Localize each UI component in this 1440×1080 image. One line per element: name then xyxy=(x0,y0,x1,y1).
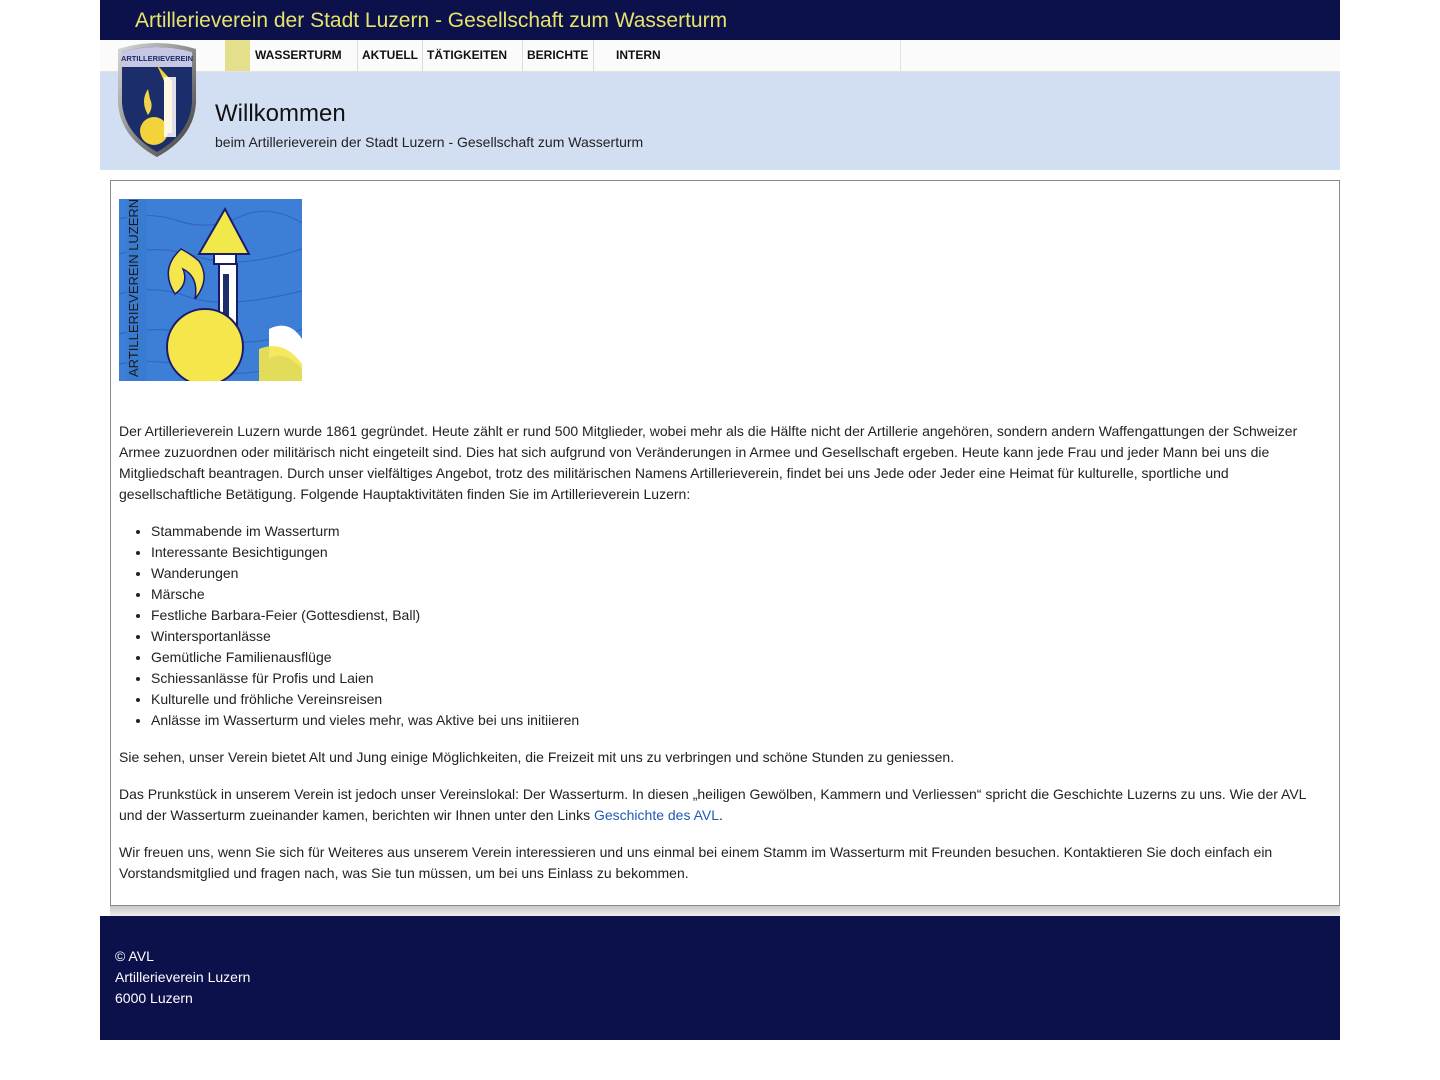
top-title-bar xyxy=(100,0,1340,40)
activities-list xyxy=(119,521,1331,731)
nav-item-wasserturm[interactable]: WASSERTURM xyxy=(250,40,358,71)
list-item: • Festliche Barbara-Feier (Gottesdienst, Ball) xyxy=(151,605,1331,626)
site-title[interactable]: Artillerieverein der Stadt Luzern - Gesellschaft zum Wasserturm xyxy=(135,8,728,32)
page xyxy=(100,0,1340,1040)
list-item: • Stammabende im Wasserturm xyxy=(151,521,1331,542)
wasserturm-text-end: . xyxy=(719,807,723,823)
nav-spacer xyxy=(660,40,901,71)
footer-city: 6000 Luzern xyxy=(115,990,193,1006)
history-link[interactable]: Geschichte des AVL xyxy=(593,807,720,823)
wasserturm-text: Das Prunkstück in unserem Verein ist jedoch unser Vereinslokal: Der Wasserturm. In diesen „heiligen Gewölben, Kammern und Verliessen“ spricht die Geschichte Luzerns zu uns. Wie der AVL und der Wasserturm zueinander kamen, berichten wir Ihnen unter den Links xyxy=(119,786,1306,823)
contact-paragraph: Wir freuen uns, wenn Sie sich für Weiteres aus unserem Verein interessieren und uns einmal bei einem Stamm im Wasserturm mit Freunden besuchen. Kontaktieren Sie doch einfach ein Vorstandsmitglied und fragen nach, was Sie tun müssen, um bei uns Einlass zu bekommen. xyxy=(119,844,1273,881)
footer-copyright: © AVL xyxy=(115,948,154,964)
list-item: • Interessante Besichtigungen xyxy=(151,542,1331,563)
nav-home-item[interactable] xyxy=(225,40,250,71)
page-subtitle: beim Artillerieverein der Stadt Luzern - Gesellschaft zum Wasserturm xyxy=(215,134,644,150)
list-item: • Gemütliche Familienausflüge xyxy=(151,647,1331,668)
logo-text-top: ARTILLERIEVEREIN xyxy=(120,54,194,63)
logo-text-side: LUZERN xyxy=(183,73,190,102)
club-emblem-image xyxy=(119,199,302,381)
intro-paragraph: Der Artillerieverein Luzern wurde 1861 gegründet. Heute zählt er rund 500 Mitglieder, wobei mehr als die Hälfte nicht der Artillerie angehören, sondern andern Waffengattungen der Schweizer Armee zuzuordnen oder militärisch nicht eingeteilt sind. Dies hat sich aufgrund von Veränderungen in Armee und Gesellschaft ergeben. Heute kann jede Frau und jeder Mann bei uns die Mitgliedschaft beantragen. Durch unser vielfältiges Angebot, trotz des militärischen Namens Artillerieverein, findet bei uns Jede oder Jeder eine Heimat für kulturelle, sportliche und gesellschaftliche Betätigung. Folgende Hauptaktivitäten finden Sie im Artillerieverein Luzern: xyxy=(119,423,1298,502)
nav-item-taetigkeiten[interactable]: TÄTIGKEITEN xyxy=(423,40,523,71)
footer xyxy=(100,916,1340,1040)
emblem-text: ARTILLERIEVEREIN LUZERN xyxy=(126,199,141,377)
welcome-banner xyxy=(100,72,1340,170)
wasserturm-paragraph xyxy=(119,784,1331,826)
nav-item-berichte[interactable]: BERICHTE xyxy=(523,40,594,71)
list-item: • Kulturelle und fröhliche Vereinsreisen xyxy=(151,689,1331,710)
main-navigation xyxy=(100,40,1340,72)
list-item: • Anlässe im Wasserturm und vieles mehr, was Aktive bei uns initiieren xyxy=(151,710,1331,731)
main-content xyxy=(110,180,1340,906)
list-item: • Märsche xyxy=(151,584,1331,605)
leisure-paragraph: Sie sehen, unser Verein bietet Alt und Jung einige Möglichkeiten, die Freizeit mit uns zu verbringen und schöne Stunden zu geniessen. xyxy=(119,749,955,765)
page-title: Willkommen xyxy=(215,100,346,127)
list-item: • Wanderungen xyxy=(151,563,1331,584)
avl-shield-logo[interactable] xyxy=(114,41,200,159)
content-shadow xyxy=(110,906,1340,916)
list-item: • Schiessanlässe für Profis und Laien xyxy=(151,668,1331,689)
nav-item-aktuell[interactable]: AKTUELL xyxy=(358,40,423,71)
list-item: • Wintersportanlässe xyxy=(151,626,1331,647)
nav-item-intern[interactable]: INTERN xyxy=(616,48,661,62)
footer-org: Artillerieverein Luzern xyxy=(115,969,251,985)
